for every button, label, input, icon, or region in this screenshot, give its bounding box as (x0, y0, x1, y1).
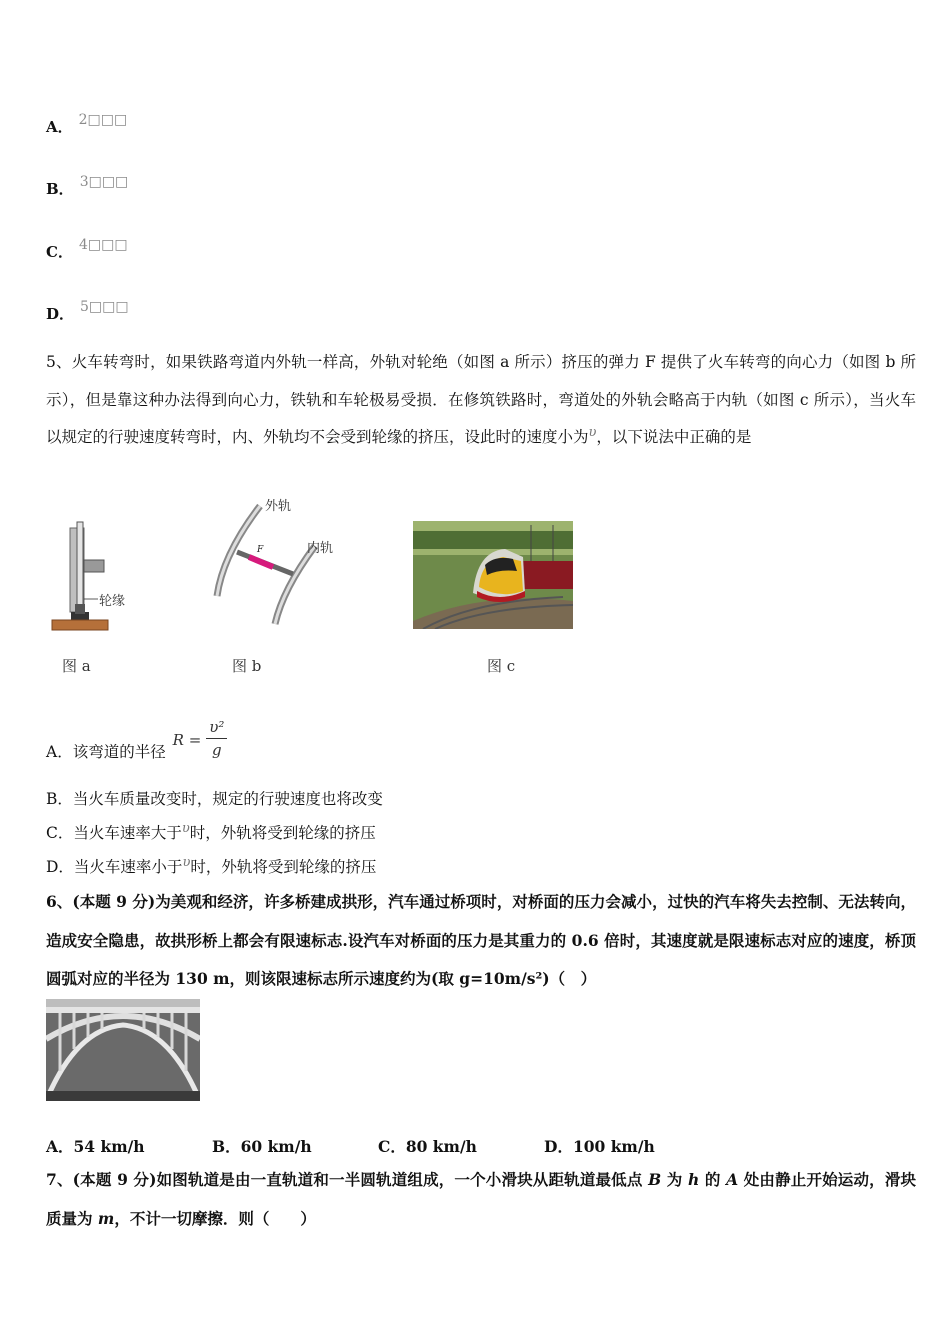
figure-b-inner-label: 内轨 (307, 541, 334, 556)
q5-option-a: A．该弯道的半径 R = $\frac{\text{υ²}}{g}$ (46, 708, 227, 753)
figure-a-label: 轮缘 (99, 594, 126, 609)
figure-c-train-photo (413, 521, 573, 629)
q6-options (46, 1135, 710, 1157)
q6-option-b: B．60 km/h (212, 1137, 312, 1156)
figure-b-force: F (257, 545, 264, 555)
prev-option-a: A． 2□□□ (46, 112, 128, 136)
question-5-text: 5、火车转弯时，如果铁路弯道内外轨一样高，外轨对轮绝（如图 a 所示）挤压的弹力 F 提供了火车转弯的向心力（如图 b 所示），但是靠这种办法得到向心力，铁轨和车轮极易受损．在修筑铁路时，弯道处的外轨会略高于内轨（如图 c 所示），当火车以规定的行驶速度转弯时，内、外轨均不会受到轮缘的挤压，设此时的速度小为$^\upsilon$，以下说法中正确的是 (46, 353, 916, 446)
figure-b-outer-label: 外轨 (265, 499, 292, 514)
question-7-text: 7、(本题 9 分)如图轨道是由一直轨道和一半圆轨道组成，一个小滑块从距轨道最低点 B 为 h 的 A 处由静止开始运动，滑块质量为 m，不计一切摩擦．则（ ） (46, 1170, 916, 1228)
caption-figure-a: 图 a (62, 657, 91, 675)
prev-option-b: B． 3□□□ (46, 174, 129, 198)
bridge-photo (46, 999, 200, 1101)
prev-option-c: C． 4□□□ (46, 237, 128, 261)
q5-option-d: D．当火车速率小于$^\upsilon$时，外轨将受到轮缘的挤压 (46, 855, 377, 876)
question-6-text: 6、(本题 9 分)为美观和经济，许多桥建成拱形，汽车通过桥项时，对桥面的压力会减小，过快的汽车将失去控制、无法转向，造成安全隐患，故拱形桥上都会有限速标志.设汽车对桥面的压力是其重力的 0.6 倍时，其速度就是限速标志对应的速度，桥顶圆弧对应的半径为 130 m，则该限速标志所示速度约为(取 g=10m/s²)（ ） (46, 892, 916, 988)
caption-figure-c: 图 c (487, 657, 516, 675)
q5-option-c: C．当火车速率大于$^\upsilon$时，外轨将受到轮缘的挤压 (46, 821, 376, 842)
q6-option-a: A．54 km/h (46, 1137, 145, 1156)
caption-figure-b: 图 b (232, 657, 262, 675)
q6-option-c: C．80 km/h (378, 1137, 477, 1156)
figure-b-rails (205, 494, 355, 634)
figure-a-wheel (48, 520, 138, 635)
q6-option-d: D．100 km/h (544, 1137, 655, 1156)
prev-option-d: D． 5□□□ (46, 299, 129, 323)
q5-option-b: B．当火车质量改变时，规定的行驶速度也将改变 (46, 790, 383, 808)
